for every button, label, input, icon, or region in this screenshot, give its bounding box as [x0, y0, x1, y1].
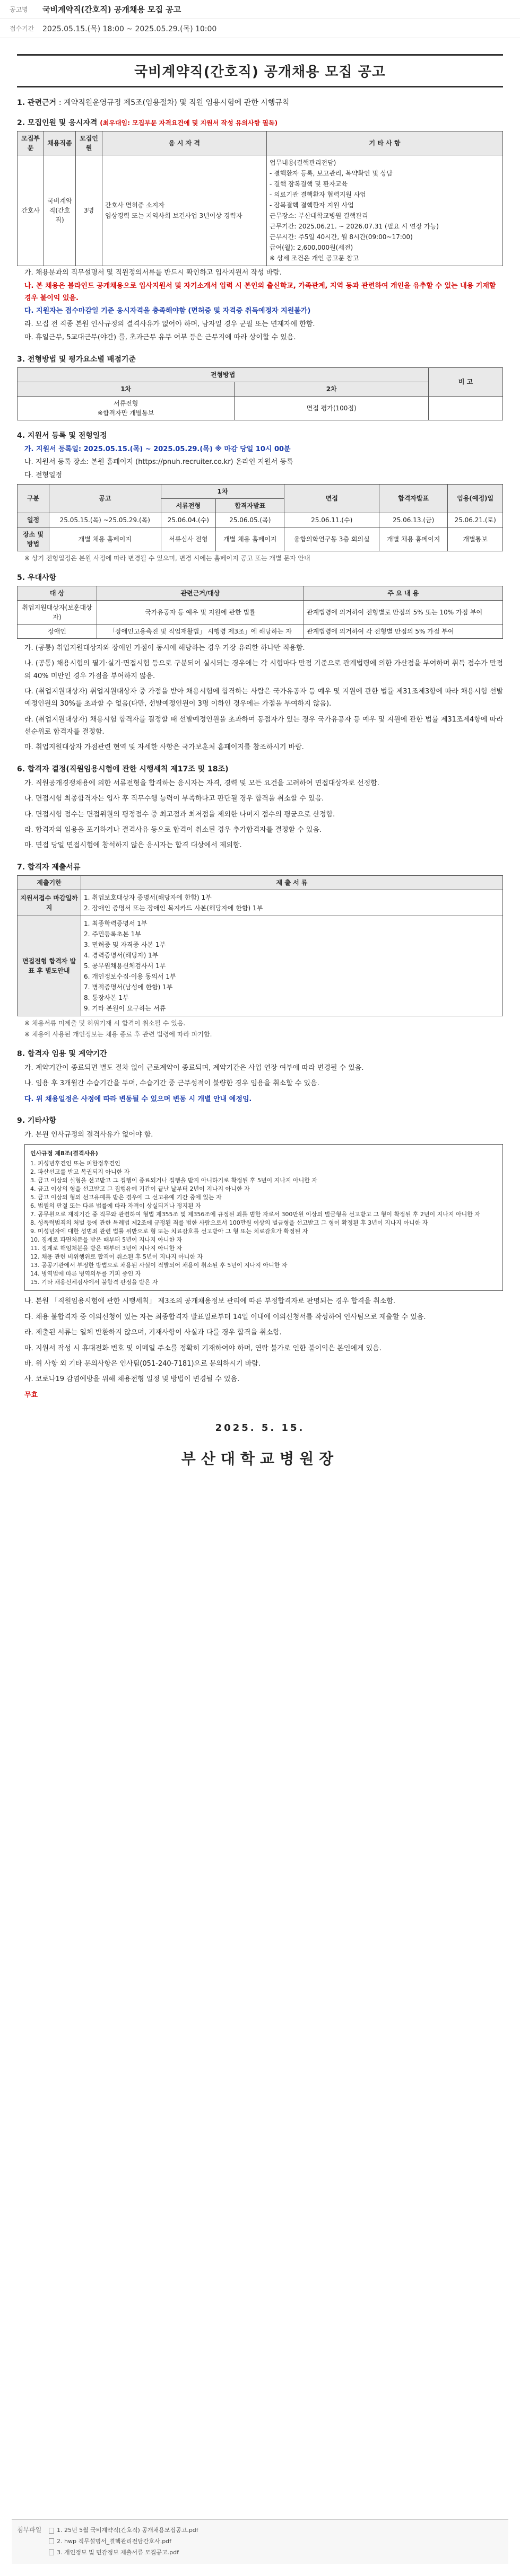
s2-line-red: 나. 본 채용은 블라인드 공개채용으로 입사지원서 및 자기소개서 입력 시 본인의 출신학교, 가족관계, 지역 등과 관련하여 개인을 유추할 수 있는 내용 기재할 경우 불이익 있음. [24, 282, 496, 302]
schedule-th-notice: 공고 [49, 484, 161, 513]
attachments-list [49, 2525, 198, 2559]
doc-item: 6. 개인정보수집·이용 동의서 1부 [84, 972, 176, 980]
recruit-row [18, 155, 503, 266]
pref-cell: 국가유공자 등 예우 및 지원에 관한 법률 [97, 600, 304, 624]
attachment-name: 3. 개인정보 및 민감정보 제출서류 모집공고.pdf [57, 2548, 179, 2556]
pref-th-basis: 관련근거/대상 [97, 586, 304, 600]
schedule-th-first: 1차 [161, 484, 284, 498]
note-item: 근무장소: 부산대학교병원 결핵관리 [270, 212, 368, 219]
schedule-cell: 25.06.21.(토) [448, 513, 503, 527]
docs-th-items: 제 출 서 류 [81, 875, 503, 890]
section-2-title: 2. 모집인원 및 응시자격 [17, 119, 98, 127]
s9-para: 마. 지원서 작성 시 휴대전화 번호 및 이메일 주소를 정확히 기재하여야 하며, 연락 불가로 인한 불이익은 본인에게 있음. [24, 1344, 382, 1352]
section-1-text: : 계약직원운영규정 제5조(임용절차) 및 직원 임용시험에 관한 시행규칙 [58, 99, 290, 107]
s2-line: 가. 채용분과의 직무설명서 및 직원정의서류를 반드시 확인하고 입사지원서 작성 바람. [24, 269, 282, 277]
schedule-cell: 25.06.04.(수) [161, 513, 216, 527]
title-row [0, 0, 520, 19]
selection-th-second: 2차 [235, 382, 429, 396]
s6-para: 나. 면접시험 최종합격자는 입사 후 직무수행 능력이 부족하다고 판단될 경우 합격을 취소할 수 있음. [24, 795, 324, 803]
file-icon [49, 2549, 54, 2555]
note-item: 업무내용(결핵관리전담) [270, 159, 336, 166]
recruit-th-dept: 모집부문 [18, 131, 44, 155]
doc-title: 국비계약직(간호직) 공개채용 모집 공고 [134, 64, 386, 80]
schedule-cell: 개별 채용 홈페이지 [216, 527, 284, 551]
docs-note: ※ 채용서류 미제출 및 허위기재 시 합격이 취소될 수 있음. [24, 1019, 186, 1027]
s6-para: 다. 면접시험 점수는 면접위원의 평정점수 중 최고점과 최저점을 제외한 나머지 점수의 평균으로 산정함. [24, 810, 335, 819]
s2-line-blue: 다. 지원자는 접수마감일 기준 응시자격을 충족해야함 (면허증 및 자격증 취득예정자 지원불가) [24, 307, 311, 315]
doc-item: 7. 병적증명서(남성에 한함) 1부 [84, 983, 173, 991]
selection-th-first: 1차 [18, 382, 235, 396]
schedule-row-method [18, 527, 503, 551]
pref-cell: 장애인 [18, 624, 97, 638]
note-item: - 의료기관 결핵환자 협력지원 사업 [270, 191, 366, 198]
selection-second: 면접 평가(100점) [235, 396, 429, 420]
pref-row [18, 624, 503, 638]
doc-title-box [17, 54, 503, 87]
doc-item: 9. 기타 본원이 요구하는 서류 [84, 1004, 166, 1012]
disq-line: 6. 법원의 판결 또는 다른 법률에 따라 자격이 상실되거나 정지된 자 [30, 1202, 201, 1210]
schedule-th-doc: 서류전형 [161, 498, 216, 513]
s9-para: 바. 위 사항 외 기타 문의사항은 인사팀(051-240-7181)으로 문의하시기 바람. [24, 1359, 261, 1368]
file-icon [49, 2538, 54, 2544]
recruit-count: 3명 [76, 155, 102, 266]
section-6-title: 6. 합격자 결정(직원임용시험에 관한 시행세칙 제17조 및 18조) [17, 764, 229, 773]
pref-th-target: 대 상 [18, 586, 97, 600]
schedule-th-doc-result: 합격자발표 [216, 498, 284, 513]
attachment-link[interactable] [49, 2547, 198, 2559]
docs-items [81, 890, 503, 916]
disq-line: 5. 금고 이상의 형의 선고유예를 받은 경우에 그 선고유예 기간 중에 있는 자 [30, 1194, 222, 1201]
recruit-th-qual: 응 시 자 격 [102, 131, 267, 155]
s9-intro: 가. 본원 인사규정의 결격사유가 없어야 함. [24, 1131, 153, 1139]
s5-para: 나. (공통) 채용시험의 필기·실기·면접시험 등으로 구분되어 실시되는 경우에는 각 시험마다 만점 기준으로 관계법령에 의한 가산점을 부여하며 취득 점수가 만점의 40% 미만인 경우 가점을 부여하지 않음. [24, 660, 503, 680]
doc-item: 1. 취업보호대상자 증명서(해당자에 한함) 1부 [84, 893, 212, 901]
disq-line: 3. 금고 이상의 실형을 선고받고 그 집행이 종료되거나 집행을 받지 아니하기로 확정된 후 5년이 지나지 아니한 자 [30, 1177, 317, 1184]
recruit-dept: 간호사 [18, 155, 44, 266]
pref-cell: 관계법령에 의거하여 각 전형별 만점의 5% 가점 부여 [304, 624, 502, 638]
announcement-document [12, 54, 508, 2514]
s9-para: 다. 채용 불합격자 중 이의신청이 있는 자는 최종합격자 발표일로부터 14일 이내에 이의신청서를 작성하여 인사팀으로 제출할 수 있음. [24, 1313, 426, 1321]
attachment-link[interactable] [49, 2536, 198, 2547]
recruit-table [17, 131, 503, 266]
disq-line: 4. 금고 이상의 형을 선고받고 그 집행유예 기간이 끝난 날부터 2년이 지나지 아니한 자 [30, 1185, 250, 1193]
section-1-title: 1. 관련근거 [17, 99, 57, 107]
disq-line: 1. 피성년후견인 또는 피한정후견인 [30, 1160, 120, 1167]
docs-row [18, 916, 503, 1016]
schedule-row-label: 일정 [18, 513, 49, 527]
period-label: 접수기간 [10, 25, 34, 32]
note-item: - 잠복결핵 결핵환자 지원 사업 [270, 201, 354, 209]
recruit-job: 국비계약직(간호직) [44, 155, 76, 266]
preference-table [17, 586, 503, 639]
selection-th-main: 전형방법 [18, 367, 429, 382]
s2-line: 라. 모집 전 직종 본원 인사규정의 결격사유가 없어야 하며, 남자일 경우 군필 또는 면제자에 한함. [24, 320, 315, 328]
section-5-title: 5. 우대사항 [17, 573, 57, 582]
note-item: 급여(월): 2,600,000원(세전) [270, 244, 353, 251]
schedule-cell: 25.05.15.(목) ~25.05.29.(목) [49, 513, 161, 527]
footer-date: 2025. 5. 15. [215, 1422, 305, 1434]
disq-title: 인사규정 제8조(결격사유) [30, 1150, 98, 1157]
docs-th-deadline: 제출기한 [18, 875, 81, 890]
schedule-row-label: 장소 및 방법 [18, 527, 49, 551]
s4-line: 나. 지원서 등록 장소: 본원 홈페이지 (https://pnuh.recruiter.co.kr) 온라인 지원서 등록 [24, 458, 293, 467]
disq-line: 7. 공무원으로 재직기간 중 직무와 관련하여 형법 제355조 및 제356조에 규정된 죄를 범한 자로서 300만원 이상의 벌금형을 선고받고 그 형이 확정된 후 2년이 지나지 아니한 자 [30, 1211, 480, 1218]
schedule-cell: 개별 채용 홈페이지 [49, 527, 161, 551]
schedule-cell: 25.06.05.(목) [216, 513, 284, 527]
post-period: 2025.05.15.(목) 18:00 ~ 2025.05.29.(목) 10:00 [42, 24, 217, 33]
footer-org: 부산대학교병원장 [181, 1450, 339, 1468]
disq-line: 13. 공공기관에서 부정한 방법으로 채용된 사실이 적발되어 채용이 취소된 후 5년이 지나지 아니한 자 [30, 1262, 288, 1269]
disq-line: 15. 기타 채용신체검사에서 불합격 판정을 받은 자 [30, 1279, 158, 1286]
schedule-cell: 융합의학연구동 3층 회의실 [284, 527, 379, 551]
qual-item: 임상경력 또는 지역사회 보건사업 3년이상 경력자 [105, 212, 242, 219]
section-9-title: 9. 기타사항 [17, 1116, 57, 1125]
section-2-heading [17, 117, 503, 128]
s5-para: 다. (취업지원대상자) 취업지원대상자 중 가점을 받아 채용시험에 합격하는 사람은 국가유공자 등 예우 및 지원에 관한 법률 제31조제3항에 따라 채용시험 선발예정인원의 30%를 초과할 수 없음(다만, 선발예정인원이 3명 이하인 경우에는 가점을 부여하지 않음). [24, 687, 503, 708]
doc-item: 2. 주민등록초본 1부 [84, 930, 141, 938]
doc-item: 3. 면허증 및 자격증 사본 1부 [84, 940, 166, 948]
attachment-name: 2. hwp 직무설명서_결핵관리전담간호사.pdf [57, 2537, 172, 2545]
recruit-th-job: 채용직종 [44, 131, 76, 155]
disq-line: 12. 채용 관련 비위행위로 합격이 취소된 후 5년이 지나지 아니한 자 [30, 1253, 203, 1261]
qual-item: 간호사 면허증 소지자 [105, 201, 164, 209]
doc-item: 1. 최종학력증명서 1부 [84, 919, 148, 927]
s9-para [24, 1389, 503, 1401]
schedule-cell: 25.06.11.(수) [284, 513, 379, 527]
s6-para: 마. 면접 당일 면접시험에 참석하지 않은 응시자는 합격 대상에서 제외함. [24, 841, 242, 850]
schedule-table [17, 484, 503, 551]
section-8-title: 8. 합격자 임용 및 계약기간 [17, 1049, 107, 1058]
note-item: - 결핵환자 등록, 보고관리, 복약확인 및 상담 [270, 170, 393, 177]
recruit-th-count: 모집인원 [76, 131, 102, 155]
attachments-label: 첨부파일 [17, 2526, 42, 2534]
disqualification-box [24, 1144, 503, 1291]
s5-para: 가. (공통) 취업지원대상자와 장애인 가점이 동시에 해당하는 경우 가장 유리한 하나만 적용함. [24, 644, 305, 652]
docs-note: ※ 채용에 사용된 개인정보는 채용 종료 후 관련 법령에 따라 파기함. [24, 1030, 212, 1038]
section-3-title: 3. 전형방법 및 평가요소별 배점기준 [17, 355, 136, 364]
recruit-table-header [18, 131, 503, 155]
attachments-row [12, 2525, 508, 2559]
section-4-title: 4. 지원서 등록 및 전형일정 [17, 431, 107, 440]
attachment-name: 1. 25년 5월 국비계약직(간호직) 공개채용모집공고.pdf [57, 2527, 198, 2534]
recruit-notes [267, 155, 503, 266]
selection-th-etc: 비 고 [429, 367, 503, 396]
period-row [0, 19, 520, 38]
s9-para: 사. 코로나19 감염예방을 위해 채용전형 일정 및 방법이 변경될 수 있음. [24, 1375, 240, 1384]
schedule-cell: 25.06.13.(금) [379, 513, 448, 527]
docs-row-label: 면접전형 합격자 발표 후 별도안내 [18, 916, 81, 1016]
note-item: 근무시간: 주5일 40시간, 월 8시간(09:00~17:00) [270, 233, 413, 241]
s9-para: 나. 본원 「직원임용시험에 관한 시행세칙」 제3조의 공개채용정보 관리에 따른 부정합격자로 판명되는 경우 합격을 취소함. [24, 1297, 396, 1306]
docs-row [18, 890, 503, 916]
schedule-cell: 개별 채용 홈페이지 [379, 527, 448, 551]
doc-item: 2. 장애인 증명서 또는 장애인 복지카드 사본(해당자에 한함) 1부 [84, 904, 263, 912]
s9-para: 라. 제출된 서류는 일체 반환하지 않으며, 기재사항이 사실과 다를 경우 합격을 취소함. [24, 1329, 282, 1337]
schedule-cell: 개별통보 [448, 527, 503, 551]
post-meta [0, 0, 520, 38]
s6-para: 가. 직원공개경쟁채용에 의한 서류전형을 합격하는 응시자는 자격, 경력 및 모든 요건을 고려하여 면접대상자로 선정함. [24, 779, 379, 787]
recruit-th-notes: 기 타 사 항 [267, 131, 503, 155]
schedule-th-appoint: 임용(예정)일 [448, 484, 503, 513]
disq-line: 9. 미성년자에 대한 성범죄 관련 법률 위반으로 형 또는 치료감호를 선고받아 그 형 또는 치료감호가 확정된 자 [30, 1228, 308, 1235]
section-7-title: 7. 합격자 제출서류 [17, 863, 81, 872]
file-icon [49, 2528, 54, 2534]
disq-line: 2. 파산선고를 받고 복권되지 아니한 자 [30, 1168, 130, 1176]
schedule-note: ※ 상기 전형일정은 본원 사정에 따라 변경될 수 있으며, 변경 시에는 홈페이지 공고 또는 개별 문자 안내 [24, 554, 310, 562]
post-title: 국비계약직(간호직) 공개채용 모집 공고 [42, 5, 181, 14]
documents-table [17, 875, 503, 1016]
schedule-th-type: 구분 [18, 484, 49, 513]
docs-row-label: 지원서접수 마감일까지 [18, 890, 81, 916]
disq-line: 14. 병역법에 따른 병역의무를 기피 중인 자 [30, 1270, 141, 1278]
s6-para: 라. 합격자의 임용을 포기하거나 결격사유 등으로 합격이 취소된 경우 추가합격자를 결정할 수 있음. [24, 826, 322, 834]
doc-item: 4. 경력증명서(해당자) 1부 [84, 951, 159, 959]
s2-line: 마. 휴일근무, 5교대근무(야간) 를, 초과근무 유무 여부 등은 근무지에 따라 상이할 수 있음. [24, 333, 296, 341]
s8-para-blue: 다. 위 채용일정은 사정에 따라 변동될 수 있으며 변동 시 개별 안내 예정임. [24, 1095, 252, 1103]
disq-line: 11. 징계로 해임처분을 받은 때부터 3년이 지나지 아니한 자 [30, 1245, 183, 1252]
note-item: - 결핵 잠복결핵 및 환자교육 [270, 180, 348, 188]
pref-th-content: 주 요 내 용 [304, 586, 502, 600]
docs-items [81, 916, 503, 1016]
s8-para: 가. 계약기간이 종료되면 별도 절차 없이 근로계약이 종료되며, 계약기간은 사업 연장 여부에 따라 변경될 수 있음. [24, 1063, 364, 1072]
pref-row [18, 600, 503, 624]
section-1 [17, 97, 503, 108]
schedule-cell: 서류심사 전형 [161, 527, 216, 551]
pref-cell: 관계법령에 의거하여 전형별로 만점의 5% 또는 10% 가점 부여 [304, 600, 502, 624]
s8-para: 나. 임용 후 3개월간 수습기간을 두며, 수습기간 중 근무성적이 불량한 경우 임용을 취소할 수 있음. [24, 1079, 319, 1088]
section-2-note: (최우대임: 모집부문 자격요건에 및 지원서 작성 유의사항 필독) [100, 119, 278, 127]
selection-first: 서류전형 ※합격자만 개별통보 [18, 396, 235, 420]
schedule-th-interview: 면접 [284, 484, 379, 513]
doc-item: 8. 통장사본 1부 [84, 994, 129, 1001]
recruit-quals [102, 155, 267, 266]
pref-cell: 취업지원대상자(보훈대상자) [18, 600, 97, 624]
note-item: ※ 상세 조건은 개인 공고문 참고 [270, 254, 359, 262]
title-label: 공고명 [10, 6, 28, 13]
s5-para: 마. 취업지원대상자 가점관련 현역 및 자세한 사항은 국가보훈처 홈페이지를 참조하시기 바람. [24, 743, 304, 752]
doc-item: 5. 공무원채용신체검사서 1부 [84, 962, 166, 970]
attachments [12, 2519, 508, 2564]
s4-line: 가. 지원서 등록일: 2025.05.15.(목) ~ 2025.05.29.(목) ※ 마감 당일 10시 00분 [24, 445, 291, 453]
pref-cell: 「장애인고용촉진 및 직업재활법」 시행령 제3조」에 해당하는 자 [97, 624, 304, 638]
note-item: 근무기간: 2025.06.21. ~ 2026.07.31 (필요 시 연장 가능) [270, 223, 439, 230]
disq-line: 10. 징계로 파면처분을 받은 때부터 5년이 지나지 아니한 자 [30, 1236, 183, 1244]
schedule-th-result: 합격자발표 [379, 484, 448, 513]
selection-etc [429, 396, 503, 420]
selection-table [17, 367, 503, 420]
s9-red-word: 무효 [24, 1391, 38, 1399]
attachment-link[interactable] [49, 2525, 198, 2536]
s4-line: 다. 전형일정 [24, 471, 63, 479]
schedule-row-date [18, 513, 503, 527]
s5-para: 라. (취업지원대상자) 채용시험 합격자를 결정할 때 선발예정인원을 초과하여 동점자가 있는 경우 국가유공자 등 예우 및 지원에 관한 법률 제31조제4항에 따라 선순위로 합격자를 결정함. [24, 715, 503, 736]
disq-line: 8. 성폭력범죄의 처벌 등에 관한 특례법 제2조에 규정된 죄를 범한 사람으로서 100만원 이상의 벌금형을 선고받고 그 형이 확정된 후 3년이 지나지 아니한 자 [30, 1219, 428, 1227]
